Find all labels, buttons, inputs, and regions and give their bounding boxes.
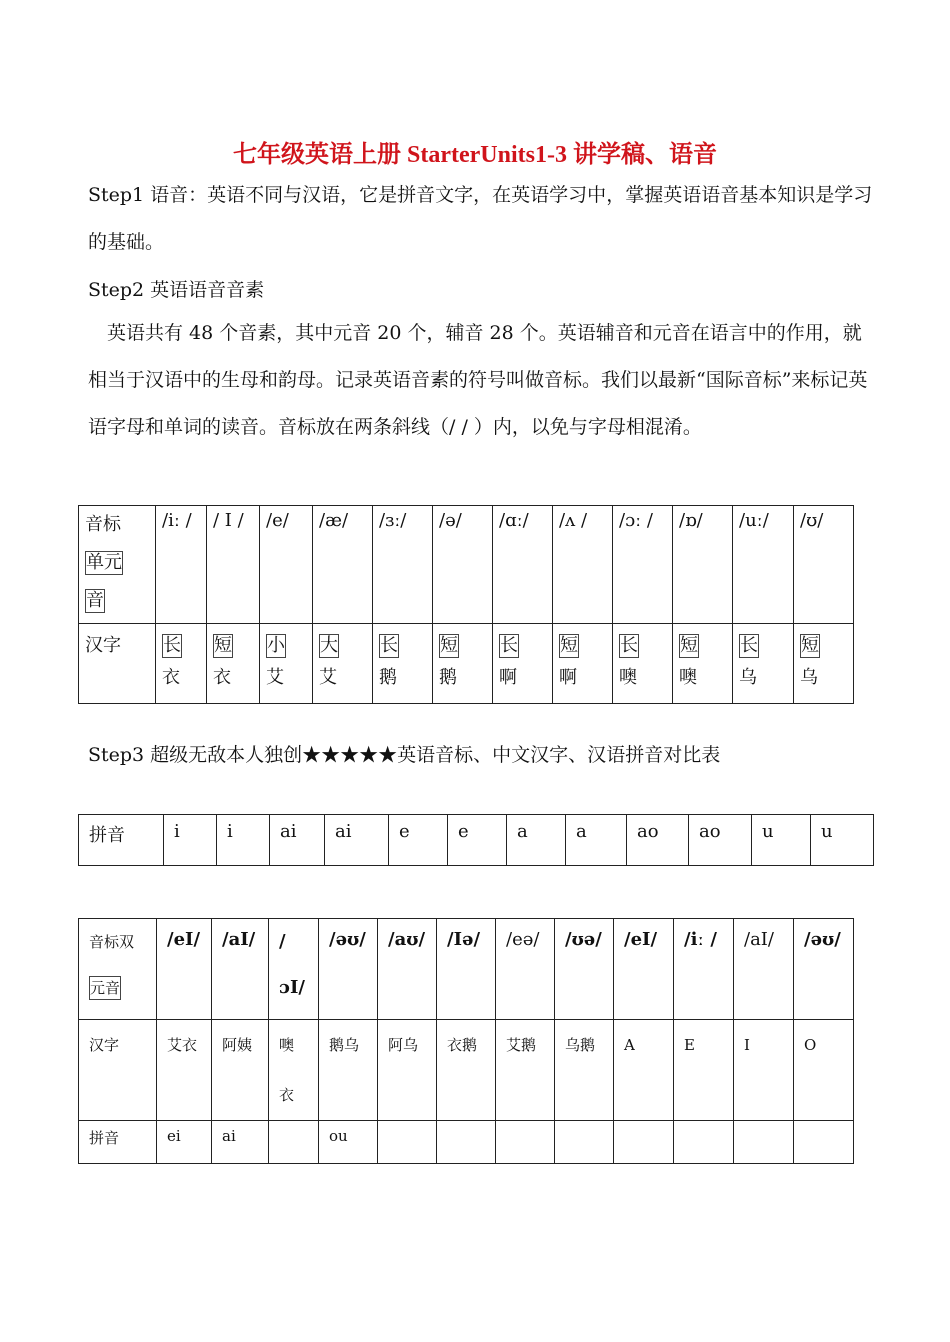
- hanzi-bottom: 啊: [499, 667, 517, 688]
- symbol-cell: /eə/: [496, 919, 555, 1020]
- hanzi-bottom: 噢: [679, 667, 697, 688]
- label-line: 元音: [89, 976, 121, 1000]
- symbol-cell: /ɒ/: [673, 506, 733, 624]
- hanzi-cell: [269, 1020, 319, 1121]
- hanzi-bottom: 噢: [619, 667, 637, 688]
- hanzi-bottom: 鹅: [439, 667, 457, 688]
- hanzi-bottom: 艾: [266, 667, 284, 688]
- symbol-cell: /ɑː/: [493, 506, 553, 624]
- symbol-cell: /ɔː /: [613, 506, 673, 624]
- pinyin-cell: ao: [627, 815, 689, 866]
- symbol-cell: /ɜː/: [373, 506, 433, 624]
- hanzi-bottom: 乌: [800, 667, 818, 688]
- step2-heading: Step2 英语语音音素: [88, 279, 265, 301]
- symbol-cell: /ʊ/: [794, 506, 854, 624]
- hanzi-top: 长: [740, 635, 758, 656]
- hanzi-cell: [433, 624, 493, 704]
- hanzi-bottom: 衣: [162, 667, 180, 688]
- pinyin-cell: [614, 1121, 674, 1164]
- hanzi-cell: [313, 624, 373, 704]
- symbol-cell: [269, 919, 319, 1020]
- symbol-cell: /uː/: [733, 506, 794, 624]
- hanzi-top: 短: [680, 635, 698, 656]
- pinyin-cell: ao: [689, 815, 752, 866]
- hanzi-top: 大: [320, 635, 338, 656]
- document-title: 七年级英语上册 StarterUnits1-3 讲学稿、语音: [233, 142, 717, 168]
- pinyin-cell: ai: [212, 1121, 269, 1164]
- hanzi-cell: 乌鹅: [555, 1020, 614, 1121]
- symbol-label-cell: [79, 506, 156, 624]
- symbol-cell: /eI/: [614, 919, 674, 1020]
- symbol-cell: /æ/: [313, 506, 373, 624]
- hanzi-cell: [493, 624, 553, 704]
- hanzi-part: 衣: [279, 1086, 295, 1104]
- pinyin-cell: [555, 1121, 614, 1164]
- pinyin-cell: ai: [270, 815, 325, 866]
- pinyin-cell: [734, 1121, 794, 1164]
- hanzi-cell: A: [614, 1020, 674, 1121]
- diphthong-pinyin-row: [79, 1121, 854, 1164]
- hanzi-cell: [156, 624, 207, 704]
- pinyin-cell: ai: [325, 815, 389, 866]
- pinyin-cell: ou: [319, 1121, 378, 1164]
- hanzi-top: 短: [440, 635, 458, 656]
- hanzi-label-cell: 汉字: [79, 1020, 157, 1121]
- hanzi-top: 长: [163, 635, 181, 656]
- hanzi-cell: 衣鹅: [437, 1020, 496, 1121]
- hanzi-top: 短: [560, 635, 578, 656]
- hanzi-part: 噢: [279, 1036, 295, 1054]
- symbol-cell: /Iə/: [437, 919, 496, 1020]
- hanzi-cell: 鹅乌: [319, 1020, 378, 1121]
- label-line: 音标: [85, 514, 121, 535]
- hanzi-cell: [373, 624, 433, 704]
- hanzi-cell: E: [674, 1020, 734, 1121]
- hanzi-bottom: 啊: [559, 667, 577, 688]
- symbol-part: ɔI/: [279, 977, 305, 998]
- hanzi-cell: 艾衣: [157, 1020, 212, 1121]
- hanzi-bottom: 衣: [213, 667, 231, 688]
- hanzi-cell: [794, 624, 854, 704]
- diphthong-table: [78, 918, 854, 1164]
- hanzi-cell: [733, 624, 794, 704]
- symbol-cell: /aI/: [212, 919, 269, 1020]
- hanzi-top: 长: [500, 635, 518, 656]
- pinyin-cell: i: [217, 815, 270, 866]
- symbol-cell: /iː /: [674, 919, 734, 1020]
- symbol-cell: /ə/: [433, 506, 493, 624]
- pinyin-cell: [378, 1121, 437, 1164]
- pinyin-cell: e: [389, 815, 448, 866]
- symbol-cell: /aI/: [734, 919, 794, 1020]
- pinyin-cell: u: [752, 815, 811, 866]
- pinyin-cell: ei: [157, 1121, 212, 1164]
- pinyin-cell: [674, 1121, 734, 1164]
- hanzi-row: [79, 624, 854, 704]
- hanzi-cell: [613, 624, 673, 704]
- pinyin-cell: a: [507, 815, 566, 866]
- hanzi-bottom: 鹅: [379, 667, 397, 688]
- pinyin-label-cell: 拼音: [79, 1121, 157, 1164]
- symbol-cell: /ʌ /: [553, 506, 613, 624]
- pinyin-cell: [437, 1121, 496, 1164]
- pinyin-cell: [794, 1121, 854, 1164]
- hanzi-cell: 艾鹅: [496, 1020, 555, 1121]
- pinyin-cell: [496, 1121, 555, 1164]
- hanzi-label-cell: 汉字: [79, 624, 156, 704]
- diphthong-label-cell: [79, 919, 157, 1020]
- hanzi-bottom: 艾: [319, 667, 337, 688]
- hanzi-cell: I: [734, 1020, 794, 1121]
- symbol-cell: /ʊə/: [555, 919, 614, 1020]
- hanzi-top: 长: [620, 635, 638, 656]
- hanzi-cell: [260, 624, 313, 704]
- hanzi-bottom: 乌: [739, 667, 757, 688]
- symbol-cell: /e/: [260, 506, 313, 624]
- hanzi-top: 长: [380, 635, 398, 656]
- symbol-cell: /əʊ/: [794, 919, 854, 1020]
- symbol-part: /: [279, 931, 286, 952]
- hanzi-cell: 阿乌: [378, 1020, 437, 1121]
- step3-heading: Step3 超级无敌本人独创★★★★★英语音标、中文汉字、汉语拼音对比表: [88, 744, 721, 766]
- hanzi-top: 短: [214, 635, 232, 656]
- step2-body: 英语共有 48 个音素，其中元音 20 个，辅音 28 个。英语辅音和元音在语言中的作用，就相当于汉语中的生母和韵母。记录英语音素的符号叫做音标。我们以最新“国际音标”来标记英语字母和单词的读音。音标放在两条斜线（/ / ）内，以免与字母相混淆。: [88, 322, 868, 438]
- label-line: 单元: [86, 552, 122, 573]
- symbol-cell: /eI/: [157, 919, 212, 1020]
- label-line: 音: [86, 590, 104, 611]
- hanzi-cell: 阿姨: [212, 1020, 269, 1121]
- hanzi-top: 短: [801, 635, 819, 656]
- pinyin-cell: u: [811, 815, 874, 866]
- hanzi-cell: [553, 624, 613, 704]
- diphthong-symbol-row: [79, 919, 854, 1020]
- pinyin-table: [78, 814, 874, 866]
- hanzi-cell: [207, 624, 260, 704]
- hanzi-top: 小: [267, 635, 285, 656]
- symbol-row: [79, 506, 854, 624]
- pinyin-cell: e: [448, 815, 507, 866]
- symbol-cell: /iː /: [156, 506, 207, 624]
- pinyin-row: [79, 815, 874, 866]
- diphthong-hanzi-row: [79, 1020, 854, 1121]
- pinyin-cell: a: [566, 815, 627, 866]
- pinyin-label-cell: 拼音: [79, 815, 164, 866]
- symbol-cell: /əʊ/: [319, 919, 378, 1020]
- hanzi-cell: O: [794, 1020, 854, 1121]
- label-line: 音标双: [89, 933, 135, 951]
- symbol-cell: /aʊ/: [378, 919, 437, 1020]
- step1-paragraph: Step1 语音：英语不同与汉语，它是拼音文字，在英语学习中，掌握英语语音基本知识是学习的基础。: [88, 184, 873, 253]
- monophthong-table: [78, 505, 854, 704]
- hanzi-cell: [673, 624, 733, 704]
- pinyin-cell: [269, 1121, 319, 1164]
- pinyin-cell: i: [164, 815, 217, 866]
- symbol-cell: / I /: [207, 506, 260, 624]
